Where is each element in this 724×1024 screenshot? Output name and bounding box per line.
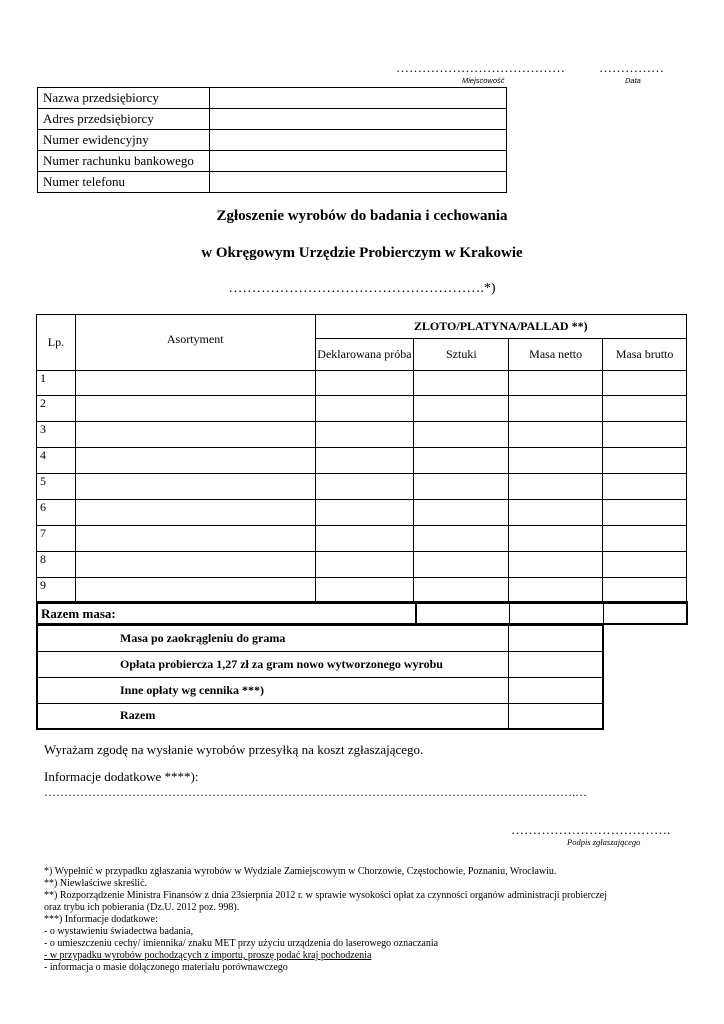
cell-sztuki[interactable] — [414, 526, 509, 552]
consent-text: Wyrażam zgodę na wysłanie wyrobów przesyłką na koszt zgłaszającego. — [44, 742, 424, 757]
col-sztuki-header: Sztuki — [414, 339, 509, 371]
fee-label-assay-fee: Opłata probiercza 1,27 zł za gram nowo wytworzonego wyrobu — [37, 651, 508, 677]
cell-proba[interactable] — [315, 422, 414, 448]
info-row — [38, 109, 507, 130]
col-proba-header: Deklarowana próba — [315, 339, 414, 371]
cell-brutto[interactable] — [603, 500, 687, 526]
cell-netto[interactable] — [509, 371, 603, 396]
cell-proba[interactable] — [315, 526, 414, 552]
footnotes — [44, 866, 607, 974]
cell-netto[interactable] — [509, 526, 603, 552]
table-row — [37, 396, 687, 422]
footnote: *) Wypełnić w przypadku zgłaszania wyrobów w Wydziale Zamiejscowym w Chorzowie, Częstochowie, Poznaniu, Wrocławiu. — [44, 866, 557, 877]
fee-label-total: Razem — [37, 703, 508, 729]
cell-netto[interactable] — [509, 448, 603, 474]
extra-info-label: Informacje dodatkowe ****): — [44, 769, 199, 784]
footnote: oraz trybu ich pobierania (Dz.U. 2012 poz. 998). — [44, 902, 240, 913]
cell-sztuki[interactable] — [414, 422, 509, 448]
row-number: 5 — [37, 474, 76, 500]
footnote: - o umieszczeniu cechy/ imiennika/ znaku MET przy użyciu urządzenia do laserowego oznaczania — [44, 938, 439, 949]
cell-netto[interactable] — [509, 422, 603, 448]
cell-brutto[interactable] — [603, 474, 687, 500]
info-label-name: Nazwa przedsiębiorcy — [38, 88, 210, 109]
total-mass-row — [36, 601, 688, 625]
fee-label-rounded-mass: Masa po zaokrągleniu do grama — [37, 625, 508, 651]
entrepreneur-info-table — [37, 87, 507, 193]
place-dots[interactable]: ………………………………… — [396, 60, 565, 75]
fee-label-other: Inne opłaty wg cennika ***) — [37, 677, 508, 703]
cell-asortyment[interactable] — [75, 578, 315, 604]
cell-proba[interactable] — [315, 371, 414, 396]
fees-table — [36, 624, 604, 730]
cell-proba[interactable] — [315, 500, 414, 526]
cell-brutto[interactable] — [603, 371, 687, 396]
footnote: ***) Informacje dodatkowe: — [44, 914, 158, 925]
table-row — [37, 578, 687, 604]
cell-brutto[interactable] — [603, 422, 687, 448]
info-row — [38, 130, 507, 151]
extra-info-field[interactable]: …………………………………………………………………………………………………………………….… — [44, 785, 587, 799]
row-number: 2 — [37, 396, 76, 422]
table-row — [37, 422, 687, 448]
info-row — [38, 172, 507, 193]
row-number: 3 — [37, 422, 76, 448]
total-mass-label: Razem masa: — [41, 606, 116, 621]
cell-sztuki[interactable] — [414, 552, 509, 578]
row-number: 8 — [37, 552, 76, 578]
table-row — [37, 474, 687, 500]
col-netto-header: Masa netto — [509, 339, 603, 371]
cell-netto[interactable] — [509, 500, 603, 526]
cell-brutto[interactable] — [603, 526, 687, 552]
row-number: 1 — [37, 371, 76, 396]
cell-proba[interactable] — [315, 578, 414, 604]
cell-sztuki[interactable] — [414, 500, 509, 526]
table-row — [37, 371, 687, 396]
footnote: **) Niewłaściwe skreślić. — [44, 878, 148, 889]
cell-netto[interactable] — [509, 552, 603, 578]
fee-row — [37, 651, 603, 677]
cell-asortyment[interactable] — [75, 422, 315, 448]
table-row — [37, 500, 687, 526]
table-row — [37, 526, 687, 552]
footnote: - informacja o masie dołączonego materiału porównawczego — [44, 962, 288, 973]
cell-asortyment[interactable] — [75, 396, 315, 422]
cell-sztuki[interactable] — [414, 371, 509, 396]
cell-netto[interactable] — [509, 474, 603, 500]
col-asortyment-header: Asortyment — [75, 315, 315, 371]
fee-value-assay-fee[interactable] — [508, 651, 603, 677]
row-number: 4 — [37, 448, 76, 474]
table-row — [37, 448, 687, 474]
cell-proba[interactable] — [315, 474, 414, 500]
footnote: **) Rozporządzenie Ministra Finansów z dnia 23sierpnia 2012 r. w sprawie wysokości opłat za czynności organów administracji probierczej — [44, 890, 607, 901]
col-lp-header: Lp. — [37, 315, 76, 371]
info-field-address[interactable] — [209, 109, 506, 130]
footnote: - w przypadku wyrobów pochodzących z importu, proszę podać kraj pochodzenia — [44, 950, 372, 961]
cell-netto[interactable] — [509, 396, 603, 422]
info-field-phone[interactable] — [209, 172, 506, 193]
total-sztuki-cell[interactable] — [416, 603, 509, 623]
cell-netto[interactable] — [509, 578, 603, 604]
info-label-bank: Numer rachunku bankowego — [38, 151, 210, 172]
cell-asortyment[interactable] — [75, 371, 315, 396]
cell-sztuki[interactable] — [414, 448, 509, 474]
row-number: 9 — [37, 578, 76, 604]
place-label: Miejscowość — [462, 76, 505, 85]
cell-proba[interactable] — [315, 552, 414, 578]
cell-brutto[interactable] — [603, 396, 687, 422]
cell-brutto[interactable] — [603, 448, 687, 474]
info-field-registry[interactable] — [209, 130, 506, 151]
col-brutto-header: Masa brutto — [603, 339, 687, 371]
cell-sztuki[interactable] — [414, 474, 509, 500]
fee-row — [37, 625, 603, 651]
cell-brutto[interactable] — [603, 552, 687, 578]
date-label: Data — [625, 76, 641, 85]
footnote: - o wystawieniu świadectwa badania, — [44, 926, 194, 937]
title-line-2: w Okręgowym Urzędzie Probierczym w Krakowie — [201, 245, 523, 261]
title-line-1: Zgłoszenie wyrobów do badania i cechowania — [216, 208, 508, 224]
cell-asortyment[interactable] — [75, 474, 315, 500]
date-dots[interactable]: …………… — [599, 60, 664, 75]
fee-row — [37, 703, 603, 729]
info-row — [38, 151, 507, 172]
info-row — [38, 88, 507, 109]
cell-asortyment[interactable] — [75, 500, 315, 526]
info-label-address: Adres przedsiębiorcy — [38, 109, 210, 130]
cell-proba[interactable] — [315, 448, 414, 474]
cell-asortyment[interactable] — [75, 526, 315, 552]
fee-value-rounded-mass[interactable] — [508, 625, 603, 651]
signature-label: Podpis zgłaszającego — [567, 837, 641, 847]
row-number: 7 — [37, 526, 76, 552]
fee-value-other[interactable] — [508, 677, 603, 703]
cell-brutto[interactable] — [603, 578, 687, 604]
info-field-name[interactable] — [209, 88, 506, 109]
cell-asortyment[interactable] — [75, 448, 315, 474]
info-field-bank[interactable] — [209, 151, 506, 172]
total-netto-cell[interactable] — [510, 603, 603, 623]
signature-field[interactable]: ………………………………. — [511, 822, 671, 837]
total-brutto-cell[interactable] — [604, 603, 686, 623]
table-row — [37, 552, 687, 578]
fee-row — [37, 677, 603, 703]
items-table — [36, 314, 687, 604]
cell-sztuki[interactable] — [414, 396, 509, 422]
cell-proba[interactable] — [315, 396, 414, 422]
row-number: 6 — [37, 500, 76, 526]
title-line-3[interactable]: ……………………………………………….*) — [228, 281, 496, 296]
cell-asortyment[interactable] — [75, 552, 315, 578]
fee-value-total[interactable] — [508, 703, 603, 729]
info-label-phone: Numer telefonu — [38, 172, 210, 193]
metal-header: ZLOTO/PLATYNA/PALLAD **) — [315, 315, 687, 339]
cell-sztuki[interactable] — [414, 578, 509, 604]
info-label-registry: Numer ewidencyjny — [38, 130, 210, 151]
